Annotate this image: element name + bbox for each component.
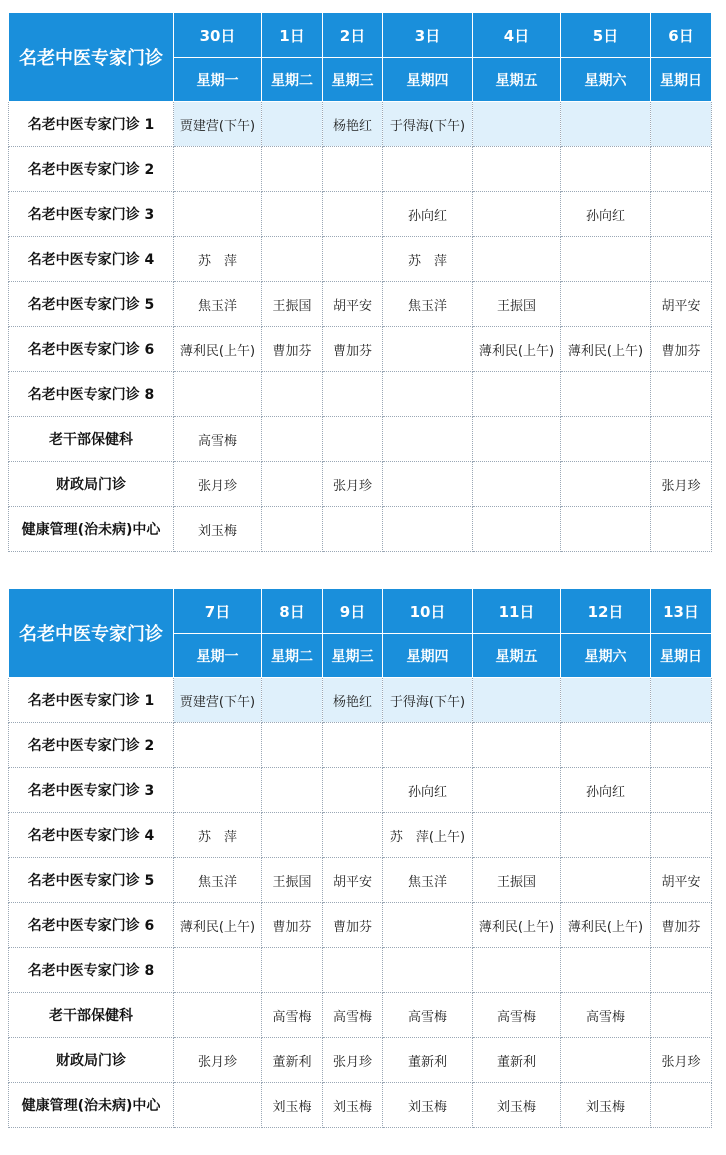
schedule-cell (561, 948, 651, 993)
date-header: 12日 (561, 589, 651, 634)
schedule-cell (174, 147, 262, 192)
schedule-cell (561, 813, 651, 858)
schedule-cell (561, 678, 651, 723)
schedule-cell: 苏 萍 (174, 237, 262, 282)
date-header: 8日 (262, 589, 323, 634)
schedule-cell: 孙向红 (383, 192, 473, 237)
weekday-header: 星期日 (651, 634, 712, 678)
schedule-cell: 曹加芬 (323, 327, 383, 372)
schedule-cell: 薄利民(上午) (561, 903, 651, 948)
schedule-cell (323, 192, 383, 237)
schedule-cell: 曹加芬 (262, 903, 323, 948)
table-title: 名老中医专家门诊 (9, 13, 174, 102)
schedule-cell: 杨艳红 (323, 678, 383, 723)
schedule-cell (383, 327, 473, 372)
schedule-cell: 董新利 (473, 1038, 561, 1083)
schedule-cell (561, 462, 651, 507)
schedule-cell: 刘玉梅 (561, 1083, 651, 1128)
schedule-cell: 董新利 (262, 1038, 323, 1083)
schedule-cell: 刘玉梅 (262, 1083, 323, 1128)
weekday-header: 星期六 (561, 58, 651, 102)
schedule-cell (383, 948, 473, 993)
schedule-cell (473, 768, 561, 813)
schedule-cell (323, 813, 383, 858)
schedule-cell (561, 102, 651, 147)
schedule-cell: 张月珍 (174, 1038, 262, 1083)
schedule-cell (473, 813, 561, 858)
schedule-cell (473, 372, 561, 417)
schedule-cell (323, 768, 383, 813)
schedule-cell: 焦玉洋 (383, 282, 473, 327)
schedule-cell (262, 723, 323, 768)
schedule-cell (262, 768, 323, 813)
clinic-name: 财政局门诊 (9, 462, 174, 507)
table-row (9, 507, 712, 552)
schedule-cell: 薄利民(上午) (473, 327, 561, 372)
schedule-cell (561, 237, 651, 282)
date-header: 9日 (323, 589, 383, 634)
date-header: 3日 (383, 13, 473, 58)
schedule-cell: 高雪梅 (262, 993, 323, 1038)
schedule-cell (651, 948, 712, 993)
schedule-cell: 王振国 (262, 858, 323, 903)
schedule-cell (383, 462, 473, 507)
clinic-name: 名老中医专家门诊 6 (9, 903, 174, 948)
table-row (9, 948, 712, 993)
schedule-cell (262, 147, 323, 192)
schedule-cell (561, 723, 651, 768)
date-header: 13日 (651, 589, 712, 634)
schedule-cell: 贾建营(下午) (174, 678, 262, 723)
schedule-table-week-1 (8, 12, 712, 552)
weekday-header: 星期六 (561, 634, 651, 678)
schedule-cell (651, 993, 712, 1038)
clinic-name: 名老中医专家门诊 1 (9, 678, 174, 723)
schedule-cell: 胡平安 (323, 282, 383, 327)
schedule-cell: 苏 萍 (383, 237, 473, 282)
schedule-cell (323, 507, 383, 552)
schedule-cell: 曹加芬 (651, 903, 712, 948)
date-header: 30日 (174, 13, 262, 58)
schedule-cell (473, 948, 561, 993)
schedule-cell: 曹加芬 (651, 327, 712, 372)
weekday-header: 星期三 (323, 58, 383, 102)
schedule-cell: 张月珍 (651, 462, 712, 507)
schedule-cell: 杨艳红 (323, 102, 383, 147)
schedule-cell (262, 372, 323, 417)
schedule-cell: 高雪梅 (561, 993, 651, 1038)
table-row (9, 993, 712, 1038)
table-row (9, 462, 712, 507)
schedule-cell (262, 237, 323, 282)
clinic-name: 名老中医专家门诊 4 (9, 237, 174, 282)
table-row (9, 237, 712, 282)
schedule-cell: 胡平安 (323, 858, 383, 903)
weekday-header: 星期五 (473, 634, 561, 678)
schedule-cell (174, 768, 262, 813)
schedule-cell: 贾建营(下午) (174, 102, 262, 147)
schedule-cell: 曹加芬 (323, 903, 383, 948)
weekday-header: 星期二 (262, 58, 323, 102)
schedule-cell: 刘玉梅 (473, 1083, 561, 1128)
schedule-cell: 高雪梅 (383, 993, 473, 1038)
schedule-cell (651, 723, 712, 768)
clinic-name: 名老中医专家门诊 5 (9, 858, 174, 903)
schedule-cell (561, 507, 651, 552)
schedule-cell (651, 147, 712, 192)
schedule-cell: 张月珍 (323, 462, 383, 507)
clinic-name: 名老中医专家门诊 4 (9, 813, 174, 858)
table-row (9, 282, 712, 327)
clinic-name: 名老中医专家门诊 2 (9, 147, 174, 192)
table-row (9, 372, 712, 417)
schedule-cell (473, 192, 561, 237)
clinic-name: 名老中医专家门诊 3 (9, 192, 174, 237)
clinic-name: 财政局门诊 (9, 1038, 174, 1083)
schedule-table-week-2 (8, 588, 712, 1128)
schedule-cell (323, 417, 383, 462)
schedule-cell (174, 1083, 262, 1128)
date-header: 10日 (383, 589, 473, 634)
schedule-cell (262, 102, 323, 147)
date-header: 1日 (262, 13, 323, 58)
schedule-cell (262, 462, 323, 507)
schedule-cell: 张月珍 (174, 462, 262, 507)
table-row (9, 903, 712, 948)
schedule-cell (383, 147, 473, 192)
weekday-header: 星期四 (383, 58, 473, 102)
schedule-cell: 曹加芬 (262, 327, 323, 372)
schedule-cell: 胡平安 (651, 858, 712, 903)
schedule-cell (323, 723, 383, 768)
schedule-cell (473, 507, 561, 552)
schedule-cell: 王振国 (473, 858, 561, 903)
schedule-cell: 高雪梅 (174, 417, 262, 462)
weekday-header: 星期三 (323, 634, 383, 678)
table-row (9, 813, 712, 858)
schedule-cell (383, 723, 473, 768)
schedule-cell (262, 192, 323, 237)
schedule-cell (174, 723, 262, 768)
schedule-cell (473, 102, 561, 147)
weekday-header: 星期一 (174, 58, 262, 102)
schedule-cell (651, 237, 712, 282)
date-header: 4日 (473, 13, 561, 58)
table-row (9, 858, 712, 903)
schedule-cell (262, 948, 323, 993)
table-row (9, 678, 712, 723)
date-header: 7日 (174, 589, 262, 634)
weekday-header: 星期四 (383, 634, 473, 678)
table-row (9, 723, 712, 768)
schedule-cell (651, 678, 712, 723)
schedule-cell (651, 768, 712, 813)
schedule-cell: 苏 萍(上午) (383, 813, 473, 858)
table-row (9, 1038, 712, 1083)
date-header: 5日 (561, 13, 651, 58)
schedule-cell (651, 102, 712, 147)
schedule-cell: 于得海(下午) (383, 678, 473, 723)
schedule-cell (174, 192, 262, 237)
schedule-cell (651, 1083, 712, 1128)
schedule-cell (561, 282, 651, 327)
weekday-header: 星期二 (262, 634, 323, 678)
schedule-cell (473, 462, 561, 507)
schedule-cell (174, 372, 262, 417)
weekday-header: 星期五 (473, 58, 561, 102)
clinic-name: 名老中医专家门诊 5 (9, 282, 174, 327)
date-header: 6日 (651, 13, 712, 58)
schedule-cell: 于得海(下午) (383, 102, 473, 147)
table-title: 名老中医专家门诊 (9, 589, 174, 678)
schedule-cell (473, 678, 561, 723)
schedule-cell (473, 237, 561, 282)
schedule-cell (262, 813, 323, 858)
date-header: 11日 (473, 589, 561, 634)
schedule-cell (561, 417, 651, 462)
table-row (9, 1083, 712, 1128)
schedule-cell (323, 147, 383, 192)
schedule-cell (561, 1038, 651, 1083)
schedule-cell (473, 147, 561, 192)
schedule-cell (651, 372, 712, 417)
table-row (9, 327, 712, 372)
schedule-cell (323, 237, 383, 282)
schedule-cell: 薄利民(上午) (561, 327, 651, 372)
schedule-cell: 焦玉洋 (174, 858, 262, 903)
schedule-cell: 高雪梅 (473, 993, 561, 1038)
schedule-cell: 孙向红 (561, 192, 651, 237)
schedule-cell (561, 147, 651, 192)
schedule-cell: 王振国 (262, 282, 323, 327)
schedule-cell (262, 507, 323, 552)
schedule-cell (651, 417, 712, 462)
schedule-cell (323, 372, 383, 417)
schedule-cell (473, 723, 561, 768)
schedule-cell: 王振国 (473, 282, 561, 327)
schedule-cell: 刘玉梅 (323, 1083, 383, 1128)
date-header: 2日 (323, 13, 383, 58)
weekday-header: 星期日 (651, 58, 712, 102)
schedule-cell (561, 858, 651, 903)
schedule-cell (651, 507, 712, 552)
clinic-name: 名老中医专家门诊 6 (9, 327, 174, 372)
schedule-cell: 张月珍 (323, 1038, 383, 1083)
schedule-cell: 高雪梅 (323, 993, 383, 1038)
schedule-cell (323, 948, 383, 993)
schedule-cell: 张月珍 (651, 1038, 712, 1083)
schedule-cell: 刘玉梅 (383, 1083, 473, 1128)
schedule-cell (383, 903, 473, 948)
clinic-name: 健康管理(治未病)中心 (9, 507, 174, 552)
schedule-cell (383, 507, 473, 552)
table-row (9, 102, 712, 147)
schedule-cell: 薄利民(上午) (473, 903, 561, 948)
schedule-cell (174, 993, 262, 1038)
table-row (9, 147, 712, 192)
clinic-name: 名老中医专家门诊 3 (9, 768, 174, 813)
schedule-cell (383, 372, 473, 417)
schedule-cell: 焦玉洋 (174, 282, 262, 327)
clinic-name: 老干部保健科 (9, 417, 174, 462)
schedule-cell (174, 948, 262, 993)
clinic-name: 名老中医专家门诊 8 (9, 372, 174, 417)
weekday-header: 星期一 (174, 634, 262, 678)
schedule-cell (561, 372, 651, 417)
schedule-cell (262, 678, 323, 723)
schedule-cell: 苏 萍 (174, 813, 262, 858)
schedule-cell (651, 192, 712, 237)
clinic-name: 健康管理(治未病)中心 (9, 1083, 174, 1128)
clinic-name: 名老中医专家门诊 8 (9, 948, 174, 993)
schedule-cell (262, 417, 323, 462)
schedule-cell (651, 813, 712, 858)
table-row (9, 417, 712, 462)
schedule-cell (383, 417, 473, 462)
schedule-cell: 孙向红 (383, 768, 473, 813)
schedule-cell: 胡平安 (651, 282, 712, 327)
table-row (9, 768, 712, 813)
schedule-cell: 薄利民(上午) (174, 327, 262, 372)
schedule-cell: 董新利 (383, 1038, 473, 1083)
clinic-name: 名老中医专家门诊 2 (9, 723, 174, 768)
schedule-cell (473, 417, 561, 462)
schedule-cell: 孙向红 (561, 768, 651, 813)
clinic-name: 名老中医专家门诊 1 (9, 102, 174, 147)
schedule-cell: 焦玉洋 (383, 858, 473, 903)
clinic-name: 老干部保健科 (9, 993, 174, 1038)
schedule-cell: 薄利民(上午) (174, 903, 262, 948)
table-row (9, 192, 712, 237)
schedule-cell: 刘玉梅 (174, 507, 262, 552)
